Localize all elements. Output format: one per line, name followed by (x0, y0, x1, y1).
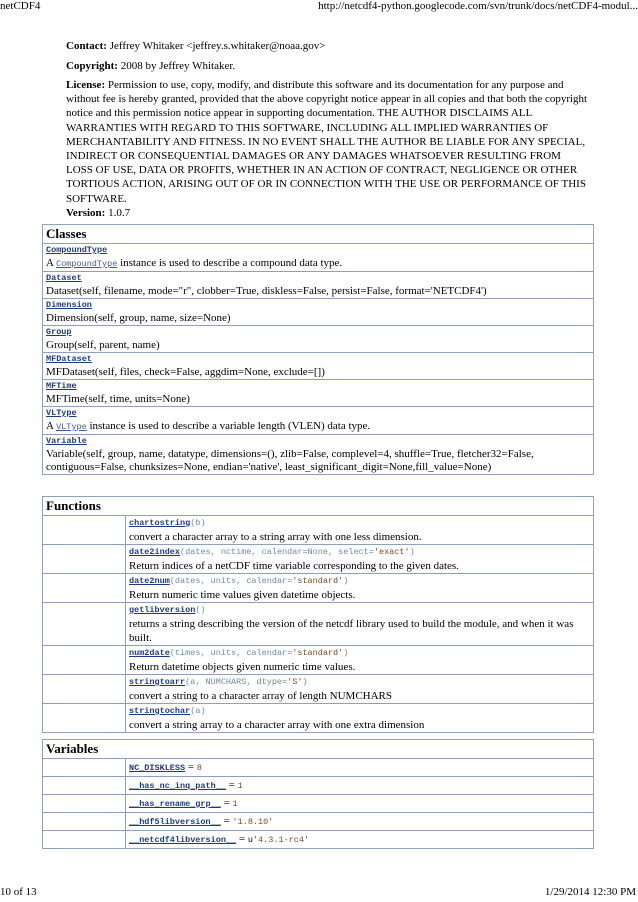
function-row (43, 675, 594, 704)
class-name-link[interactable]: VLType (46, 408, 77, 418)
class-description (46, 393, 590, 406)
variable-equals: = (220, 815, 233, 827)
function-description: convert a character array to a string array with one less dimension. (129, 531, 422, 543)
function-signature (129, 574, 590, 588)
class-description (46, 420, 590, 434)
class-desc-text: Group(self, parent, name) (46, 339, 160, 351)
contact-label: Contact: (66, 40, 107, 52)
function-row (43, 704, 594, 733)
class-cell (43, 272, 594, 299)
function-type-cell (43, 675, 126, 704)
class-desc-text: Dimension(self, group, name, size=None) (46, 312, 231, 324)
variable-value: '4.3.1-rc4' (252, 835, 310, 845)
class-desc-text: A (46, 257, 57, 269)
variables-heading: Variables (43, 740, 594, 759)
function-signature (129, 516, 590, 530)
function-paren-close: ) (200, 605, 206, 615)
function-paren-close: ) (302, 677, 308, 687)
function-type-cell (43, 704, 126, 733)
license-label: License: (66, 79, 106, 91)
license-text: Permission to use, copy, modify, and distribute this software and its documentation for any purpose and without fee is hereby granted, provided that the above copyright notice appear in all copies and that both the copyright notice and this permission notice appear in supporting documentation. THE AUTHOR DISCLAIMS ALL WARRANTIES WITH REGARD TO THIS SOFTWARE, INCLUDING ALL IMPLIED WARRANTIES OF MERCHANTABILITY AND FITNESS. IN NO EVENT SHALL THE AUTHOR BE LIABLE FOR ANY SPECIAL, INDIRECT OR CONSEQUENTIAL DAMAGES OR ANY DAMAGES WHATSOEVER RESULTING FROM LOSS OF USE, DATA OR PROFITS, WHETHER IN AN ACTION OF CONTRACT, NEGLIGENCE OR OTHER TORTIOUS ACTION, ARISING OUT OF OR IN CONNECTION WITH THE USE OR PERFORMANCE OF THIS SOFTWARE. (66, 79, 588, 205)
function-row (43, 545, 594, 574)
function-args: dates, units, calendar= (174, 576, 293, 586)
variable-name-link[interactable]: __hdf5libversion__ (129, 817, 221, 827)
functions-heading: Functions (43, 497, 594, 516)
page-header-title: netCDF4 (0, 0, 41, 12)
function-name-link[interactable]: getlibversion (129, 605, 196, 615)
copyright-label: Copyright: (66, 60, 118, 72)
class-row (43, 353, 594, 380)
variable-type-cell (43, 831, 126, 849)
variable-row (43, 831, 594, 849)
classes-heading: Classes (43, 225, 594, 244)
function-description: Return datetime objects given numeric time values. (129, 661, 356, 673)
class-desc-tail: instance is used to describe a compound data type. (117, 257, 343, 269)
class-inline-link[interactable]: CompoundType (56, 259, 118, 269)
function-name-link[interactable]: chartostring (129, 518, 191, 528)
variable-row (43, 777, 594, 795)
function-paren-open: ( (180, 547, 186, 557)
class-cell (43, 244, 594, 272)
function-paren-close: ) (409, 547, 415, 557)
contact-value: Jeffrey Whitaker <jeffrey.s.whitaker@noaa.gov> (109, 40, 326, 52)
class-name-link[interactable]: MFDataset (46, 354, 92, 364)
class-description (46, 285, 590, 298)
function-paren-close: ) (200, 706, 206, 716)
function-description: convert a string to a character array of length NUMCHARS (129, 690, 393, 702)
variable-name-link[interactable]: __netcdf4libversion__ (129, 835, 237, 845)
class-cell (43, 407, 594, 435)
function-type-cell (43, 516, 126, 545)
function-signature (129, 704, 590, 718)
class-desc-text: A (46, 420, 57, 432)
variable-prefix: u (247, 835, 253, 845)
variable-equals: = (236, 833, 248, 845)
function-signature (129, 545, 590, 559)
function-row (43, 603, 594, 646)
function-signature (129, 675, 590, 689)
variable-cell (126, 795, 594, 813)
variable-value: 8 (196, 763, 202, 773)
class-row (43, 380, 594, 407)
function-arg-string: 'S' (287, 677, 303, 687)
function-args: dates, nctime, calendar= (185, 547, 308, 557)
function-cell (126, 516, 594, 545)
class-desc-text: Dataset(self, filename, mode="r", clobber=True, diskless=False, persist=False, format='NETCDF4') (46, 285, 487, 297)
function-name-link[interactable]: num2date (129, 648, 170, 658)
function-type-cell (43, 545, 126, 574)
variable-row (43, 759, 594, 777)
function-args-more: , select= (327, 547, 374, 557)
function-row (43, 516, 594, 545)
function-description: Return numeric time values given datetime objects. (129, 589, 356, 601)
function-type-cell (43, 646, 126, 675)
license-paragraph (66, 78, 588, 206)
variable-type-cell (43, 759, 126, 777)
variable-name-link[interactable]: __has_nc_inq_path__ (129, 781, 226, 791)
function-signature (129, 646, 590, 660)
class-row (43, 326, 594, 353)
class-name-link[interactable]: Dimension (46, 300, 92, 310)
class-cell (43, 326, 594, 353)
class-name-link[interactable]: Variable (46, 436, 87, 446)
version-label: Version: (66, 207, 106, 219)
function-paren-close: ) (200, 518, 206, 528)
variable-value: 1 (237, 781, 243, 791)
function-name-link[interactable]: stringtoarr (129, 677, 186, 687)
class-desc-text: MFTime(self, time, units=None) (46, 393, 190, 405)
function-cell (126, 603, 594, 646)
variable-cell (126, 813, 594, 831)
class-desc-text: Variable(self, group, name, datatype, dimensions=(), zlib=False, complevel=4, shuffle=True, fletcher32=False, contiguous=False, chunksizes=None, endian='native', least_significant_digit=None,fill_value=None) (46, 448, 534, 473)
variable-value: '1.8.10' (232, 817, 274, 827)
function-paren-open: ( (190, 706, 196, 716)
class-description (46, 366, 590, 379)
page-header-url[interactable]: http://netcdf4-python.googlecode.com/svn/trunk/docs/netCDF4-modul... (318, 0, 638, 12)
class-name-link[interactable]: MFTime (46, 381, 77, 391)
class-name-link[interactable]: Dataset (46, 273, 82, 283)
class-inline-link[interactable]: VLType (56, 422, 87, 432)
function-name-link[interactable]: stringtochar (129, 706, 191, 716)
function-cell (126, 545, 594, 574)
variable-equals: = (220, 797, 233, 809)
class-cell (43, 353, 594, 380)
copyright-value: 2008 by Jeffrey Whitaker. (120, 60, 236, 72)
variable-cell (126, 777, 594, 795)
variable-type-cell (43, 813, 126, 831)
print-datetime: 1/29/2014 12:30 PM (544, 886, 636, 898)
variable-equals: = (185, 761, 197, 773)
function-paren-open: ( (169, 648, 175, 658)
contact-line (66, 39, 588, 53)
copyright-line (66, 59, 588, 73)
function-args: a, NUMCHARS, dtype= (190, 677, 288, 687)
class-row (43, 244, 594, 272)
function-description: Return indices of a netCDF time variable corresponding to the given dates. (129, 560, 459, 572)
function-cell (126, 574, 594, 603)
class-cell (43, 435, 594, 475)
class-row (43, 272, 594, 299)
variable-type-cell (43, 795, 126, 813)
class-cell (43, 380, 594, 407)
variable-row (43, 813, 594, 831)
function-cell (126, 704, 594, 733)
function-paren-open: ( (190, 518, 196, 528)
variable-cell (126, 831, 594, 849)
function-paren-open: ( (185, 677, 191, 687)
function-paren-open: ( (195, 605, 201, 615)
function-arg-default: None (307, 547, 328, 557)
function-cell (126, 675, 594, 704)
variable-cell (126, 759, 594, 777)
class-description (46, 312, 590, 325)
class-row (43, 299, 594, 326)
function-cell (126, 646, 594, 675)
class-name-link[interactable]: Group (46, 327, 72, 337)
functions-table (42, 496, 594, 733)
function-row (43, 574, 594, 603)
function-paren-close: ) (343, 576, 349, 586)
function-type-cell (43, 603, 126, 646)
class-description (46, 448, 590, 474)
variable-type-cell (43, 777, 126, 795)
variable-value: 1 (232, 799, 238, 809)
function-description: returns a string describing the version of the netcdf library used to build the module, and when it was built. (129, 618, 574, 644)
variable-name-link[interactable]: NC_DISKLESS (129, 763, 186, 773)
class-desc-text: MFDataset(self, files, check=False, aggdim=None, exclude=[]) (46, 366, 325, 378)
variable-equals: = (225, 779, 238, 791)
class-row (43, 435, 594, 475)
variable-name-link[interactable]: __has_rename_grp__ (129, 799, 221, 809)
version-value: 1.0.7 (108, 207, 131, 219)
class-desc-tail: instance is used to describe a variable length (VLEN) data type. (86, 420, 371, 432)
function-name-link[interactable]: date2num (129, 576, 170, 586)
variables-table (42, 739, 594, 849)
class-description (46, 339, 590, 352)
function-args: times, units, calendar= (174, 648, 293, 658)
version-line (66, 206, 588, 220)
function-name-link[interactable]: date2index (129, 547, 181, 557)
class-cell (43, 299, 594, 326)
class-description (46, 257, 590, 271)
page-number: 10 of 13 (0, 886, 37, 898)
classes-table (42, 224, 594, 475)
function-args: b (195, 518, 201, 528)
function-arg-string: 'standard' (292, 648, 344, 658)
function-description: convert a string array to a character array with one extra dimension (129, 719, 425, 731)
class-row (43, 407, 594, 435)
function-arg-string: 'exact' (373, 547, 410, 557)
function-args: a (195, 706, 201, 716)
function-paren-open: ( (169, 576, 175, 586)
function-type-cell (43, 574, 126, 603)
function-row (43, 646, 594, 675)
variable-row (43, 795, 594, 813)
function-arg-string: 'standard' (292, 576, 344, 586)
function-signature (129, 603, 590, 617)
function-paren-close: ) (343, 648, 349, 658)
class-name-link[interactable]: CompoundType (46, 245, 108, 255)
